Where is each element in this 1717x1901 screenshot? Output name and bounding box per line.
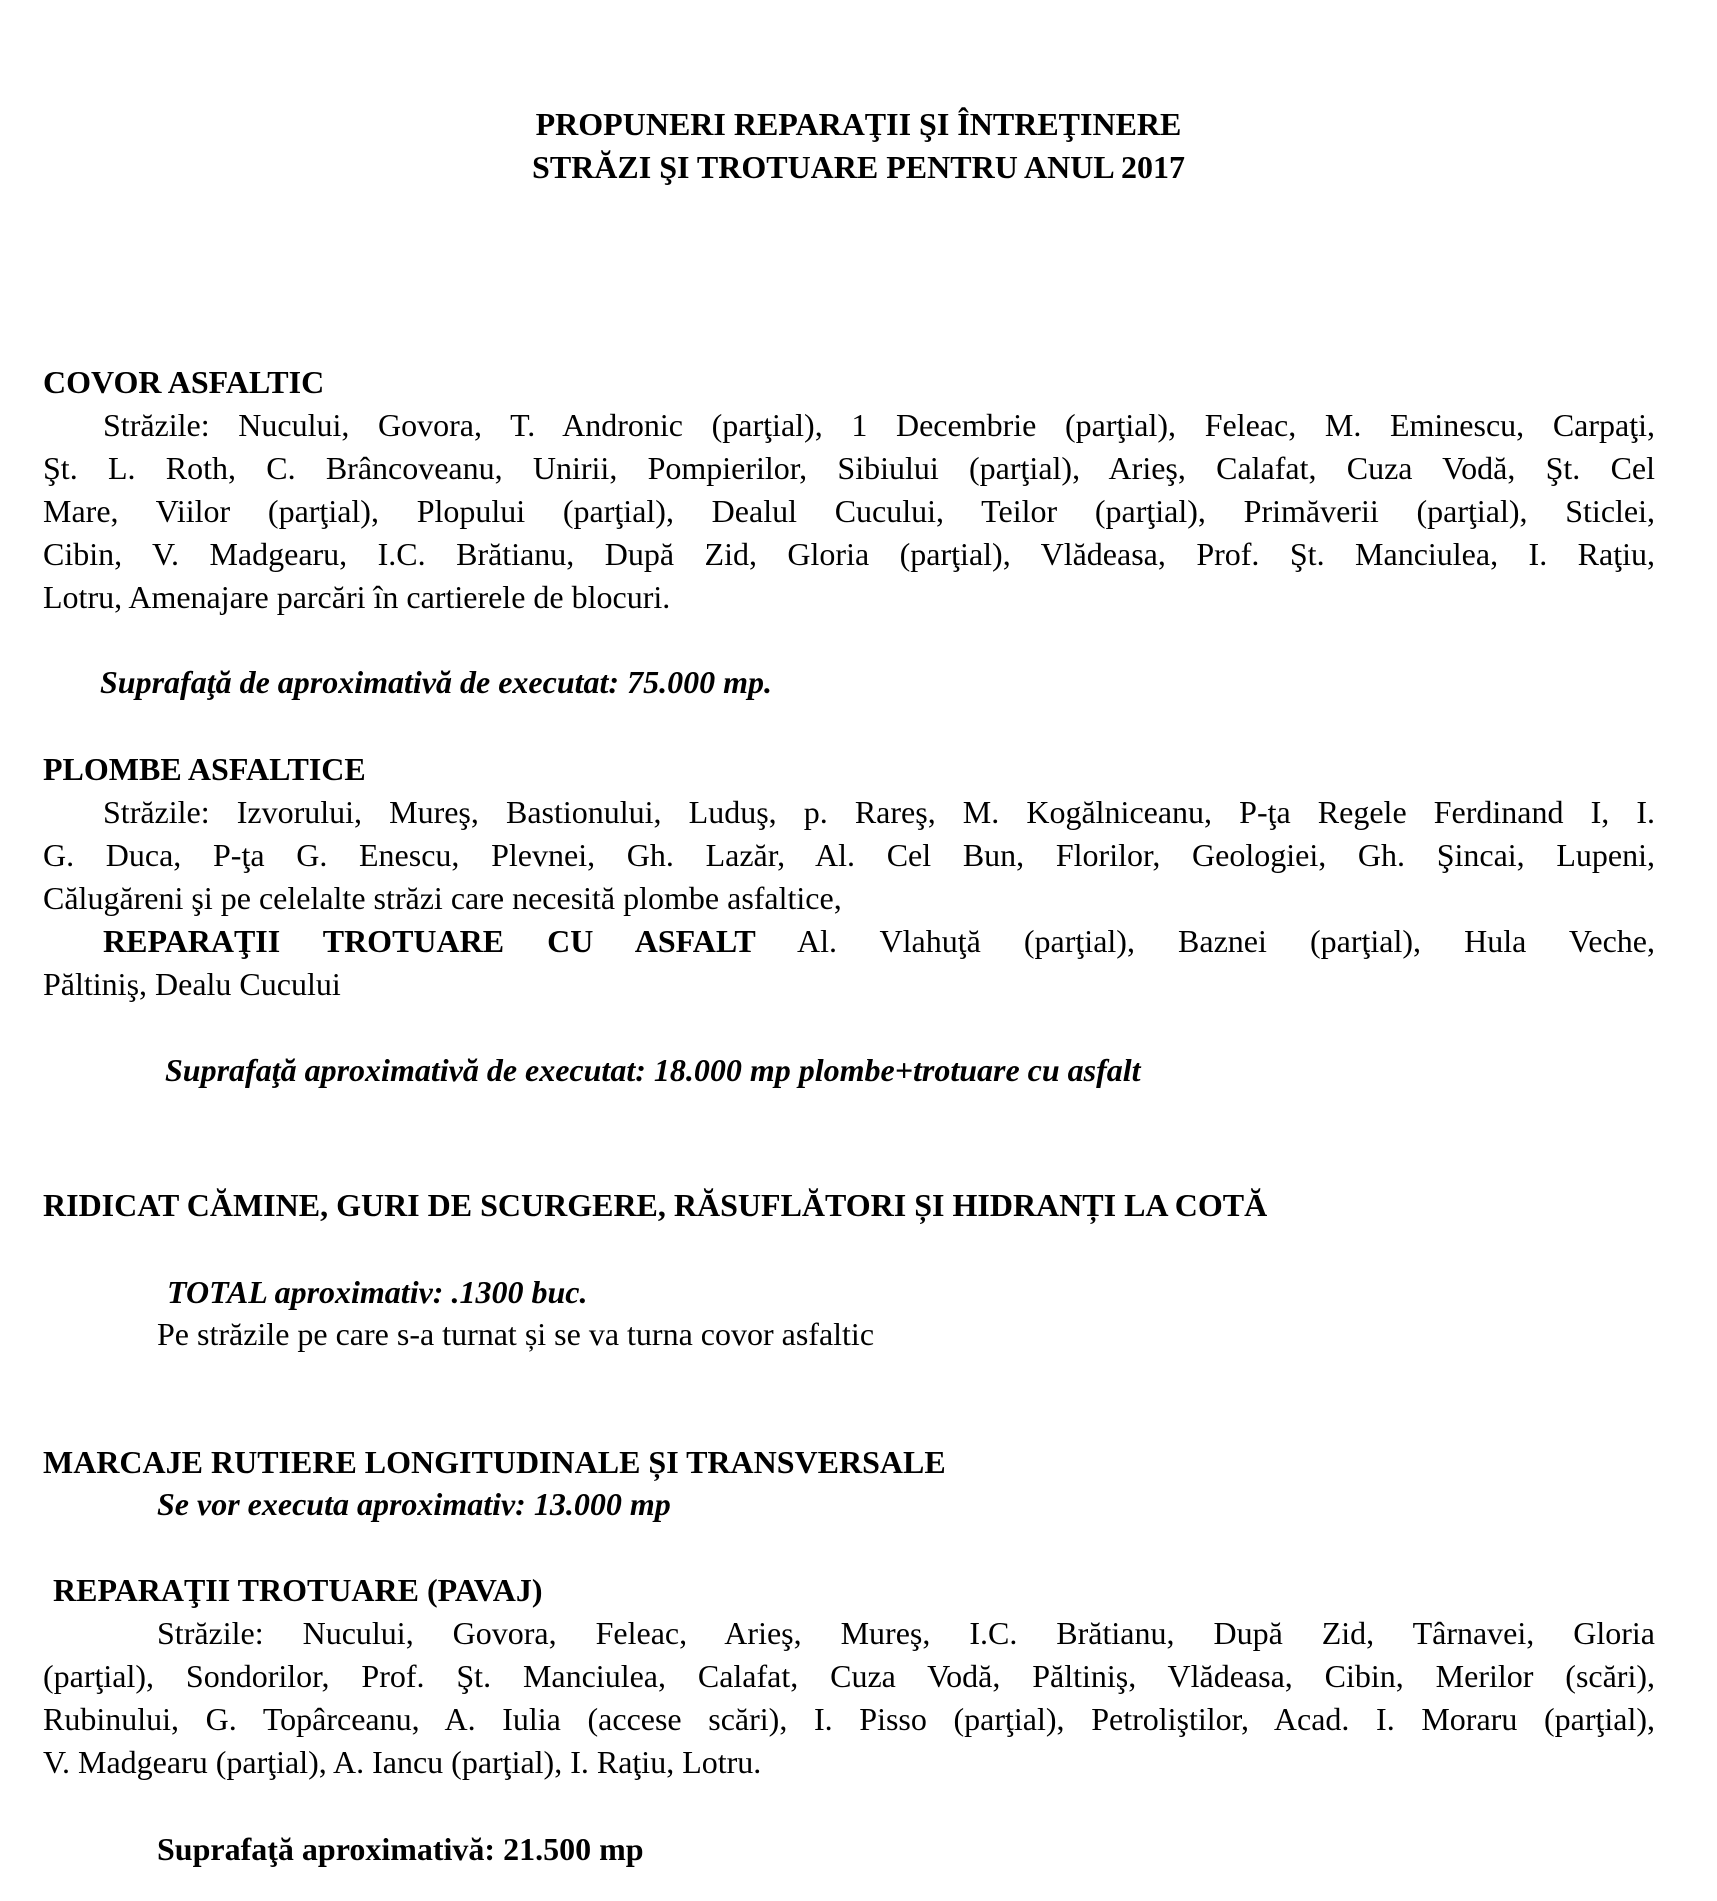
paragraph-line: (parţial), Sondorilor, Prof. Şt. Manciulea, Calafat, Cuza Vodă, Păltiniş, Vlădeasa, Cibin, Merilor (scări), [43,1658,1655,1694]
section-heading-reparatii-trotuare-pavaj: REPARAŢII TROTUARE (PAVAJ) [53,1572,543,1608]
ridicat-note: Pe străzile pe care s-a turnat și se va turna covor asfaltic [157,1316,875,1352]
pavaj-streets-paragraph [43,1612,1655,1784]
section-heading-marcaje-rutiere: MARCAJE RUTIERE LONGITUDINALE ȘI TRANSVERSALE [43,1444,946,1480]
paragraph-line: Călugăreni şi pe celelalte străzi care necesită plombe asfaltice, [43,880,842,916]
document-title [0,103,1717,189]
paragraph-line: Străzile: Izvorului, Mureş, Bastionului, Luduş, p. Rareş, M. Kogălniceanu, P-ţa Regele Ferdinand I, I. [103,794,1655,830]
title-line-1: PROPUNERI REPARAŢII ŞI ÎNTREŢINERE [535,106,1182,142]
paragraph-line: Lotru, Amenajare parcări în cartierele de blocuri. [43,579,671,615]
marcaje-total: Se vor executa aproximativ: 13.000 mp [157,1486,671,1522]
covor-streets-paragraph [43,404,1655,619]
section-heading-covor-asfaltic: COVOR ASFALTIC [43,364,325,400]
covor-surface-total: Suprafaţă de aproximativă de executat: 75.000 mp. [100,664,772,700]
section-heading-plombe-asfaltice: PLOMBE ASFALTICE [43,751,366,787]
title-line-2: STRĂZI ŞI TROTUARE PENTRU ANUL 2017 [532,149,1185,185]
paragraph-line: G. Duca, P-ţa G. Enescu, Plevnei, Gh. Lazăr, Al. Cel Bun, Florilor, Geologiei, Gh. Şincai, Lupeni, [43,837,1655,873]
paragraph-line: Cibin, V. Madgearu, I.C. Brătianu, După Zid, Gloria (parţial), Vlădeasa, Prof. Şt. Manciulea, I. Raţiu, [43,536,1655,572]
plombe-streets-paragraph [43,791,1655,1006]
paragraph-line: Rubinului, G. Topârceanu, A. Iulia (accese scări), I. Pisso (parţial), Petroliştilor, Acad. I. Moraru (parţial), [43,1701,1655,1737]
section-heading-ridicat-camine: RIDICAT CĂMINE, GURI DE SCURGERE, RĂSUFLĂTORI ȘI HIDRANȚI LA COTĂ [43,1187,1268,1223]
paragraph-line: Străzile: Nucului, Govora, T. Andronic (parţial), 1 Decembrie (parţial), Feleac, M. Eminescu, Carpaţi, [103,407,1655,443]
paragraph-line: Străzile: Nucului, Govora, Feleac, Arieş, Mureş, I.C. Brătianu, După Zid, Târnavei, Gloria [157,1615,1655,1651]
paragraph-line: Şt. L. Roth, C. Brâncoveanu, Unirii, Pompierilor, Sibiului (parţial), Arieş, Calafat, Cuza Vodă, Şt. Cel [43,450,1655,486]
trotuare-asfalt-streets: Al. Vlahuţă (parţial), Baznei (parţial), Hula Veche, [796,923,1655,959]
ridicat-total: TOTAL aproximativ: .1300 buc. [167,1274,588,1310]
paragraph-line: Păltiniş, Dealu Cucului [43,966,341,1002]
paragraph-line: Mare, Viilor (parţial), Plopului (parţial), Dealul Cucului, Teilor (parţial), Primăverii (parţial), Sticlei, [43,493,1655,529]
trotuare-asfalt-heading: REPARAŢII TROTUARE CU ASFALT [103,923,756,959]
pavaj-surface-total: Suprafaţă aproximativă: 21.500 mp [157,1831,644,1867]
paragraph-line [43,920,1655,963]
plombe-surface-total: Suprafaţă aproximativă de executat: 18.000 mp plombe+trotuare cu asfalt [165,1052,1141,1088]
paragraph-line: V. Madgearu (parţial), A. Iancu (parţial), I. Raţiu, Lotru. [43,1744,762,1780]
